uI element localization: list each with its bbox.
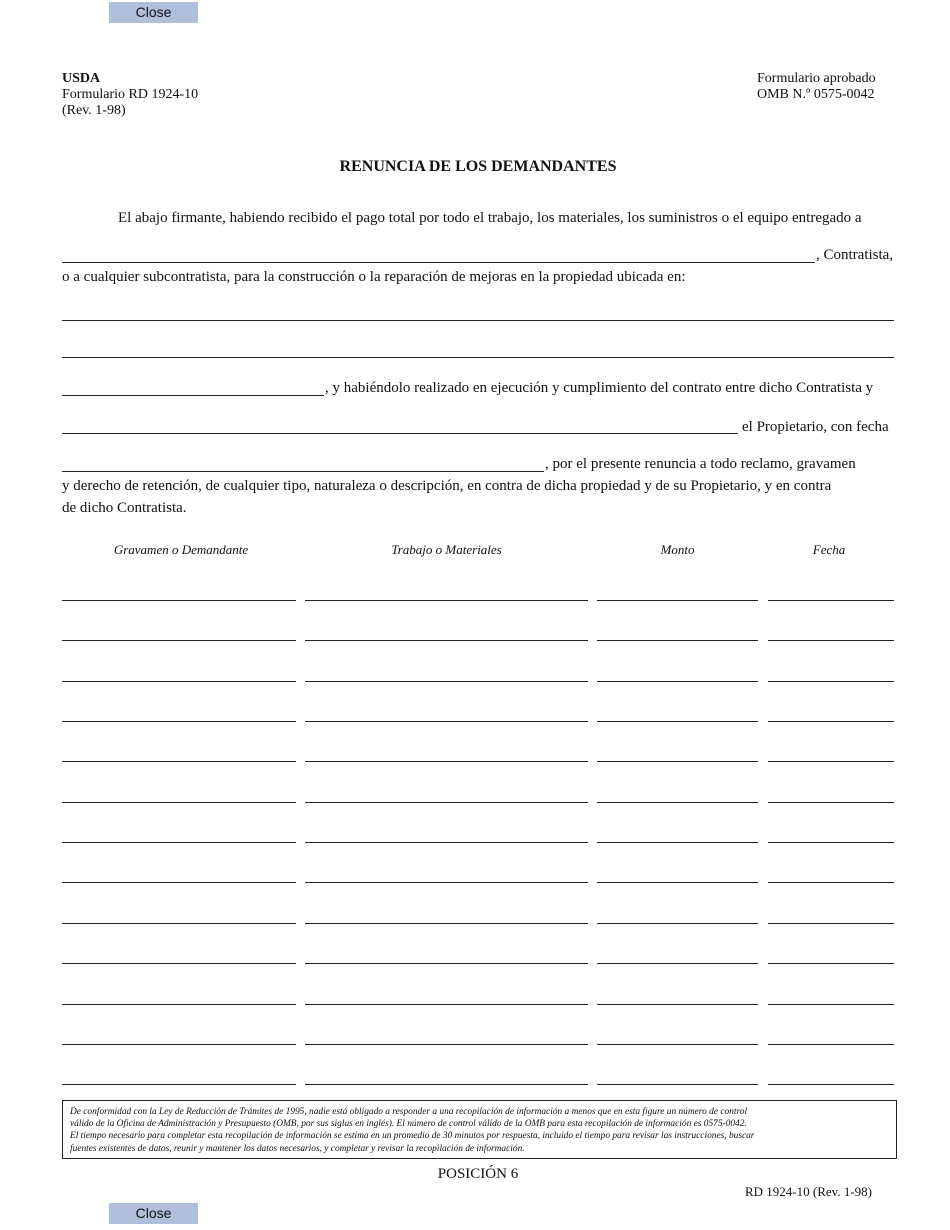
date-field[interactable] (768, 681, 894, 682)
amount-field[interactable] (597, 1004, 758, 1005)
close-button-bottom[interactable]: Close (109, 1203, 198, 1224)
column-header-work: Trabajo o Materiales (391, 542, 502, 557)
date-field[interactable] (768, 882, 894, 883)
header-right (757, 71, 876, 103)
contract-date-field[interactable] (62, 471, 544, 472)
work-field[interactable] (305, 681, 588, 682)
notice-line: El tiempo necesario para completar esta recopilación de información se estima en un promedio de 30 minutos por respuesta, incluido el tiempo para revisar las instrucciones, buscar (70, 1131, 755, 1142)
form-number: Formulario RD 1924-10 (62, 87, 199, 102)
claimant-field[interactable] (62, 1044, 296, 1045)
notice-line: válido de la Oficina de Administración y Presupuesto (OMB, por sus siglas en inglés). El número de control válido de la OMB para esta recopilación de información es 0575-0042. (70, 1119, 747, 1130)
form-reference: RD 1924-10 (Rev. 1-98) (745, 1184, 872, 1199)
work-field[interactable] (305, 761, 588, 762)
property-address-field-3[interactable] (62, 395, 324, 396)
date-field[interactable] (768, 640, 894, 641)
amount-field[interactable] (597, 882, 758, 883)
work-field[interactable] (305, 1004, 588, 1005)
work-field[interactable] (305, 640, 588, 641)
amount-field[interactable] (597, 1084, 758, 1085)
claimant-field[interactable] (62, 923, 296, 924)
contractor-label: , Contratista, (816, 247, 894, 263)
date-field[interactable] (768, 600, 894, 601)
work-field[interactable] (305, 1044, 588, 1045)
work-field[interactable] (305, 882, 588, 883)
position-label: POSICIÓN 6 (437, 1166, 519, 1182)
claimant-field[interactable] (62, 721, 296, 722)
agency-name: USDA (62, 71, 101, 86)
claimant-field[interactable] (62, 640, 296, 641)
intro-text: El abajo firmante, habiendo recibido el pago total por todo el trabajo, los materiales, los suministros o el equipo entregado a (118, 210, 862, 226)
form-revision: (Rev. 1-98) (62, 103, 126, 118)
amount-field[interactable] (597, 963, 758, 964)
amount-field[interactable] (597, 600, 758, 601)
work-field[interactable] (305, 842, 588, 843)
owner-label: el Propietario, con fecha (742, 419, 889, 435)
execution-text: , y habiéndolo realizado en ejecución y cumplimiento del contrato entre dicho Contratista y (325, 380, 874, 396)
date-field[interactable] (768, 923, 894, 924)
date-field[interactable] (768, 761, 894, 762)
claimant-field[interactable] (62, 1084, 296, 1085)
notice-line: fuentes existentes de datos, reunir y mantener los datos necesarios, y completar y revisar la recopilación de información. (70, 1143, 525, 1154)
work-field[interactable] (305, 600, 588, 601)
omb-number: OMB N.º 0575-0042 (757, 87, 875, 102)
work-field[interactable] (305, 923, 588, 924)
claimant-field[interactable] (62, 761, 296, 762)
claimant-field[interactable] (62, 681, 296, 682)
header-left (62, 71, 198, 119)
property-address-field-1[interactable] (62, 320, 894, 321)
date-field[interactable] (768, 1044, 894, 1045)
work-field[interactable] (305, 963, 588, 964)
date-field[interactable] (768, 1084, 894, 1085)
column-header-claimant: Gravamen o Demandante (113, 542, 249, 557)
date-field[interactable] (768, 963, 894, 964)
claimant-field[interactable] (62, 882, 296, 883)
amount-field[interactable] (597, 923, 758, 924)
amount-field[interactable] (597, 721, 758, 722)
contractor-name-field[interactable] (62, 262, 815, 263)
claimant-field[interactable] (62, 1004, 296, 1005)
close-button-top[interactable]: Close (109, 2, 198, 23)
approval-text: Formulario aprobado (757, 71, 876, 86)
claimant-field[interactable] (62, 842, 296, 843)
subcontractor-text: o a cualquier subcontratista, para la construcción o la reparación de mejoras en la propiedad ubicada en: (62, 269, 686, 285)
date-field[interactable] (768, 842, 894, 843)
claimant-field[interactable] (62, 802, 296, 803)
work-field[interactable] (305, 1084, 588, 1085)
amount-field[interactable] (597, 640, 758, 641)
page-title: RENUNCIA DE LOS DEMANDANTES (339, 158, 617, 175)
date-field[interactable] (768, 1004, 894, 1005)
amount-field[interactable] (597, 681, 758, 682)
amount-field[interactable] (597, 842, 758, 843)
waiver-text-2: y derecho de retención, de cualquier tipo, naturaleza o descripción, en contra de dicha propiedad y de su Propietario, y en contra (62, 478, 832, 494)
work-field[interactable] (305, 721, 588, 722)
claimant-field[interactable] (62, 600, 296, 601)
work-field[interactable] (305, 802, 588, 803)
amount-field[interactable] (597, 802, 758, 803)
notice-line: De conformidad con la Ley de Reducción de Trámites de 1995, nadie está obligado a responder a una recopilación de información a menos que en esta figure un número de control (70, 1107, 748, 1117)
waiver-text-3: de dicho Contratista. (62, 500, 187, 516)
paperwork-notice (62, 1100, 897, 1159)
amount-field[interactable] (597, 1044, 758, 1045)
amount-field[interactable] (597, 761, 758, 762)
claimant-field[interactable] (62, 963, 296, 964)
date-field[interactable] (768, 802, 894, 803)
owner-name-field[interactable] (62, 433, 738, 434)
column-header-amount: Monto (660, 542, 695, 557)
property-address-field-2[interactable] (62, 357, 894, 358)
date-field[interactable] (768, 721, 894, 722)
waiver-text: , por el presente renuncia a todo reclamo, gravamen (545, 456, 856, 472)
column-header-date: Fecha (812, 542, 846, 557)
